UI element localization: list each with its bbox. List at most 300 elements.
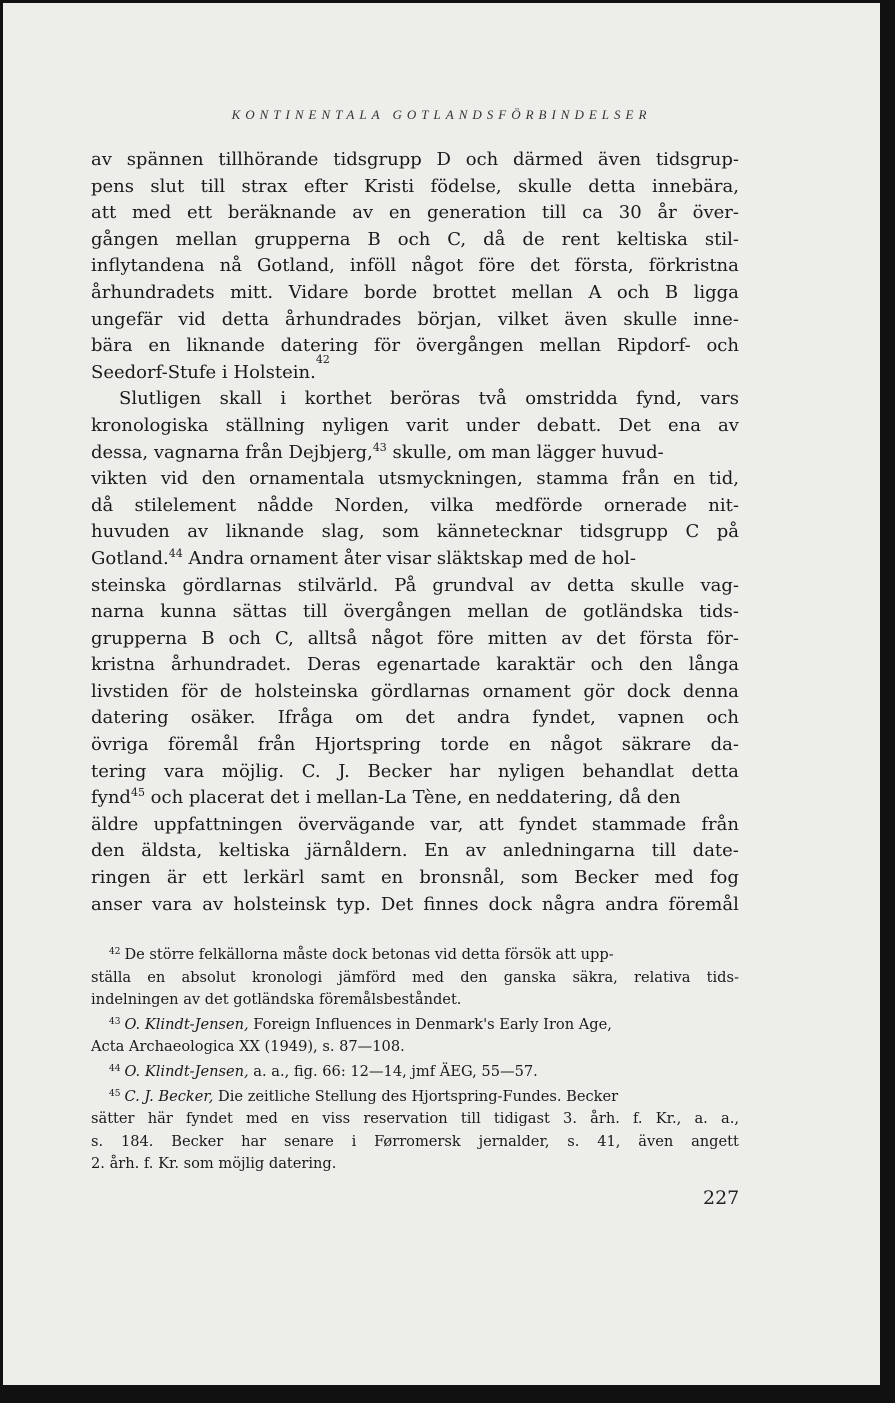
word: tering bbox=[91, 760, 147, 782]
word: år bbox=[657, 202, 677, 224]
word: tids- bbox=[699, 601, 739, 623]
text-line bbox=[91, 466, 739, 493]
word: om bbox=[355, 707, 384, 729]
word: kännetecknar bbox=[436, 521, 562, 543]
word: början, bbox=[417, 308, 482, 330]
word: av bbox=[465, 840, 487, 862]
footnote-author: O. Klindt-Jensen, bbox=[124, 1015, 249, 1033]
word: 30 bbox=[618, 202, 642, 224]
word: detta bbox=[221, 308, 270, 330]
word: de bbox=[219, 680, 243, 702]
word: de bbox=[544, 601, 568, 623]
word: som bbox=[521, 867, 559, 889]
footnote-line: Acta Archaeologica XX (1949), s. 87—108. bbox=[91, 1038, 405, 1056]
word: tillhörande bbox=[218, 149, 319, 170]
word: reservation bbox=[363, 1110, 448, 1128]
word: torde bbox=[440, 734, 490, 756]
word: spännen bbox=[126, 149, 204, 170]
text-line bbox=[91, 759, 739, 786]
word: inföll bbox=[349, 255, 397, 277]
word: C bbox=[685, 521, 700, 543]
word: skulle bbox=[623, 308, 678, 330]
running-head: KONTINENTALA GOTLANDSFÖRBINDELSER bbox=[231, 107, 652, 122]
word: och bbox=[706, 335, 739, 357]
page-number: 227 bbox=[703, 1187, 740, 1209]
word: föremål bbox=[668, 893, 739, 915]
word: Ifråga bbox=[277, 707, 334, 729]
word: Slutligen bbox=[119, 388, 202, 410]
text-line bbox=[91, 280, 739, 307]
text-line bbox=[91, 253, 739, 280]
word: till bbox=[651, 840, 677, 862]
word: 3. bbox=[563, 1110, 577, 1128]
word: liknande bbox=[225, 521, 305, 543]
footnote-line: indelningen av det gotländska föremålsbeståndet. bbox=[91, 991, 462, 1009]
text-span: och placerat det i mellan-La Tène, en neddatering, då den bbox=[144, 787, 681, 809]
footnote-line bbox=[91, 1108, 739, 1131]
word: detta bbox=[567, 574, 615, 596]
word: dock bbox=[626, 680, 671, 702]
word: bronsnål, bbox=[419, 867, 505, 889]
text-span: skulle, om man lägger huvud- bbox=[386, 441, 664, 463]
word: steinska bbox=[91, 574, 167, 596]
footnote-44 bbox=[91, 1061, 739, 1084]
text-span: Die zeitliche Stellung des Hjortspring-Fundes. Becker bbox=[213, 1087, 619, 1105]
word: A bbox=[588, 281, 602, 303]
word: mellan bbox=[539, 335, 602, 357]
word: första bbox=[639, 627, 693, 649]
word: äldsta, bbox=[141, 840, 203, 862]
word: Becker bbox=[171, 1132, 224, 1150]
word: första, bbox=[574, 255, 634, 277]
text-line bbox=[91, 333, 739, 360]
word: Gotland, bbox=[257, 255, 335, 277]
word: jernalder, bbox=[478, 1132, 550, 1150]
text-span bbox=[91, 785, 681, 812]
word: ungefär bbox=[91, 308, 163, 330]
word: i bbox=[351, 1132, 357, 1150]
word: Kristi bbox=[364, 175, 415, 197]
word: slut bbox=[150, 175, 185, 197]
word: vara bbox=[164, 760, 205, 782]
word: och bbox=[706, 707, 739, 729]
footnote-ref-42[interactable]: 42 bbox=[315, 352, 330, 366]
word: Kr., bbox=[655, 1110, 682, 1128]
text-span: Andra ornament åter visar släktskap med de hol- bbox=[182, 547, 636, 569]
word: några bbox=[541, 893, 596, 915]
word: Hjortspring bbox=[314, 734, 421, 756]
footnote-number: 45 bbox=[109, 1088, 121, 1099]
word: en bbox=[380, 867, 404, 889]
text-line bbox=[91, 732, 739, 759]
footnote-author: C. J. Becker, bbox=[124, 1087, 214, 1105]
word: på bbox=[716, 521, 739, 543]
text-line bbox=[91, 892, 739, 919]
word: skall bbox=[219, 388, 262, 410]
word: av bbox=[530, 574, 551, 596]
word: Becker bbox=[367, 760, 432, 782]
text-span: Seedorf-Stufe i Holstein. bbox=[91, 361, 316, 383]
word: det bbox=[596, 627, 626, 649]
word: På bbox=[394, 574, 417, 596]
word: även bbox=[564, 308, 608, 330]
word: angett bbox=[691, 1132, 739, 1150]
word: vapnen bbox=[618, 707, 685, 729]
word: anledningarna bbox=[502, 840, 636, 862]
word: s. bbox=[91, 1132, 104, 1150]
text-line bbox=[91, 812, 739, 839]
word: keltiska bbox=[218, 840, 290, 862]
word: säkra, bbox=[572, 968, 618, 986]
word: generation bbox=[426, 202, 527, 224]
word: date- bbox=[692, 840, 739, 862]
word: årh. bbox=[590, 1110, 620, 1128]
word: mellan bbox=[175, 228, 238, 250]
word: detta bbox=[691, 760, 739, 782]
word: då bbox=[91, 494, 114, 516]
word: och bbox=[465, 149, 499, 170]
word: huvuden bbox=[91, 521, 170, 543]
word: varit bbox=[406, 414, 449, 436]
word: holsteinsk bbox=[233, 893, 327, 915]
word: från bbox=[701, 813, 739, 835]
word: a. bbox=[694, 1110, 708, 1128]
footnote-line bbox=[91, 1061, 739, 1084]
text-line bbox=[91, 626, 739, 653]
word: med bbox=[246, 1110, 278, 1128]
word: efter bbox=[303, 175, 348, 197]
footnote-43 bbox=[91, 1014, 739, 1059]
word: vid bbox=[160, 468, 189, 490]
footnote-ref-45[interactable]: 45 bbox=[130, 786, 145, 800]
word: från bbox=[621, 468, 660, 490]
word: ornerade bbox=[603, 494, 688, 516]
word: övriga bbox=[91, 734, 149, 756]
word: med bbox=[131, 202, 172, 224]
word: ligga bbox=[693, 281, 739, 303]
text-line bbox=[91, 227, 739, 254]
word: skulle bbox=[517, 175, 572, 197]
word: vikten bbox=[91, 468, 148, 490]
word: den bbox=[201, 468, 236, 490]
word: J. bbox=[338, 760, 350, 782]
word: något bbox=[411, 255, 464, 277]
word: denna bbox=[682, 680, 739, 702]
word: mitten bbox=[487, 627, 548, 649]
word: Becker bbox=[574, 867, 639, 889]
word: över- bbox=[692, 202, 739, 224]
word: 41, bbox=[597, 1132, 621, 1150]
word: vars bbox=[700, 388, 739, 410]
word: säkrare bbox=[621, 734, 692, 756]
word: en bbox=[388, 202, 412, 224]
text-line bbox=[91, 386, 739, 413]
word: a., bbox=[721, 1110, 739, 1128]
word: fynd, bbox=[636, 388, 682, 410]
word: Deras bbox=[306, 654, 361, 676]
word: Ripdorf- bbox=[616, 335, 691, 357]
word: andra bbox=[605, 893, 659, 915]
word: och bbox=[616, 281, 650, 303]
word: ett bbox=[202, 867, 228, 889]
word: tid, bbox=[708, 468, 739, 490]
word: brottet bbox=[432, 281, 496, 303]
text-span bbox=[91, 546, 636, 573]
word: här bbox=[147, 1110, 173, 1128]
footnote-line bbox=[91, 1131, 739, 1154]
word: debatt. bbox=[536, 414, 602, 436]
word: till bbox=[541, 202, 567, 224]
word: samt bbox=[320, 867, 365, 889]
word: lerkärl bbox=[243, 867, 305, 889]
word: behandlat bbox=[582, 760, 674, 782]
word: mellan bbox=[467, 601, 529, 623]
word: vid bbox=[178, 308, 206, 330]
text-line bbox=[91, 785, 739, 812]
word: för- bbox=[706, 627, 739, 649]
text-span: a. a., fig. 66: 12—14, jmf ÄEG, 55—57. bbox=[248, 1062, 538, 1080]
word: stamma bbox=[536, 468, 609, 490]
word: mellan bbox=[511, 281, 573, 303]
word: förkristna bbox=[648, 255, 739, 277]
word: vilket bbox=[497, 308, 549, 330]
word: stilelement bbox=[134, 494, 237, 516]
footnote-ref-43[interactable]: 43 bbox=[372, 440, 387, 454]
text-span: Foreign Influences in Denmark's Early Iron Age, bbox=[248, 1015, 612, 1033]
word: järnåldern. bbox=[306, 840, 408, 862]
word: 184. bbox=[120, 1132, 154, 1150]
word: från bbox=[257, 734, 296, 756]
word: egenartade bbox=[376, 654, 481, 676]
word: Førromersk bbox=[374, 1132, 461, 1150]
word: till bbox=[200, 175, 226, 197]
word: då bbox=[483, 228, 506, 250]
word: Vidare bbox=[288, 281, 349, 303]
word: att bbox=[478, 813, 504, 835]
word: ställa bbox=[91, 968, 132, 986]
word: detta bbox=[588, 175, 636, 197]
word: födelse, bbox=[430, 175, 502, 197]
word: vara bbox=[151, 893, 193, 915]
word: liknande bbox=[186, 335, 265, 357]
word: är bbox=[166, 867, 187, 889]
text-span: fynd bbox=[91, 787, 131, 809]
word: uppfattningen bbox=[153, 813, 283, 835]
word: bära bbox=[91, 335, 133, 357]
word: skulle bbox=[630, 574, 685, 596]
word: inne- bbox=[693, 308, 739, 330]
word: tidsgrup- bbox=[655, 149, 739, 170]
word: även bbox=[638, 1132, 674, 1150]
word: datering bbox=[280, 335, 359, 357]
word: fyndet bbox=[518, 813, 577, 835]
footnotes bbox=[91, 944, 739, 1178]
word: med bbox=[654, 867, 694, 889]
word: föremål bbox=[168, 734, 239, 756]
word: gången bbox=[91, 228, 159, 250]
word: innebära, bbox=[652, 175, 739, 197]
word: absolut bbox=[181, 968, 236, 986]
word: ett bbox=[187, 202, 213, 224]
word: Det bbox=[380, 893, 414, 915]
word: typ. bbox=[336, 893, 371, 915]
word: stil- bbox=[704, 228, 739, 250]
word: B bbox=[201, 627, 215, 649]
word: fog bbox=[709, 867, 739, 889]
text-line bbox=[91, 147, 739, 174]
text-line bbox=[91, 440, 739, 467]
word: till bbox=[303, 601, 328, 623]
word: möjlig. bbox=[221, 760, 285, 782]
footnote-ref-44[interactable]: 44 bbox=[168, 546, 183, 560]
text-span bbox=[109, 1014, 612, 1037]
word: narna bbox=[91, 601, 145, 623]
word: alltså bbox=[307, 627, 358, 649]
word: D bbox=[436, 149, 451, 170]
word: gotländska bbox=[583, 601, 684, 623]
word: och bbox=[228, 627, 262, 649]
word: en bbox=[147, 968, 166, 986]
word: som bbox=[382, 521, 420, 543]
word: pens bbox=[91, 175, 135, 197]
text-line bbox=[91, 838, 739, 865]
word: f. bbox=[633, 1110, 643, 1128]
word: ornamentala bbox=[249, 468, 365, 490]
word: stammade bbox=[591, 813, 687, 835]
word: stilvärld. bbox=[297, 574, 379, 596]
text-line bbox=[91, 865, 739, 892]
text-line bbox=[91, 652, 739, 679]
word: nådde bbox=[257, 494, 314, 516]
word: århundradet. bbox=[170, 654, 292, 676]
word: C, bbox=[447, 228, 467, 250]
word: utsmyckningen, bbox=[378, 468, 523, 490]
footnote-line: 2. årh. f. Kr. som möjlig datering. bbox=[91, 1155, 337, 1173]
word: det bbox=[405, 707, 435, 729]
word: nyligen bbox=[497, 760, 565, 782]
word: den bbox=[638, 654, 673, 676]
word: borde bbox=[364, 281, 418, 303]
word: C, bbox=[274, 627, 294, 649]
word: anser bbox=[91, 893, 142, 915]
word: att bbox=[91, 202, 117, 224]
word: av bbox=[202, 893, 224, 915]
word: finnes bbox=[423, 893, 479, 915]
word: keltiska bbox=[616, 228, 688, 250]
word: något bbox=[550, 734, 603, 756]
word: övergången bbox=[343, 601, 452, 623]
word: århundrades bbox=[285, 308, 402, 330]
footnote-line bbox=[91, 967, 739, 990]
footnote-line bbox=[91, 944, 739, 967]
word: B bbox=[367, 228, 381, 250]
text-line bbox=[91, 200, 739, 227]
word: och bbox=[397, 228, 431, 250]
word: tidigast bbox=[493, 1110, 550, 1128]
word: av bbox=[91, 149, 112, 170]
text-line bbox=[91, 679, 739, 706]
text-span: De större felkällorna måste dock betonas vid detta försök att upp- bbox=[124, 946, 614, 963]
word: nit- bbox=[708, 494, 739, 516]
word: övergången bbox=[415, 335, 524, 357]
text-line bbox=[91, 546, 739, 573]
text-span bbox=[109, 1086, 618, 1109]
word: En bbox=[424, 840, 449, 862]
word: dock bbox=[488, 893, 532, 915]
word: ca bbox=[582, 202, 604, 224]
word: därmed bbox=[513, 149, 584, 170]
word: av bbox=[718, 414, 739, 436]
word: övervägande bbox=[297, 813, 415, 835]
word: inflytandena bbox=[91, 255, 205, 277]
word: beröras bbox=[390, 388, 461, 410]
word: ringen bbox=[91, 867, 151, 889]
word: strax bbox=[241, 175, 288, 197]
word: rent bbox=[561, 228, 600, 250]
word: vag- bbox=[700, 574, 739, 596]
word: grupperna bbox=[91, 627, 188, 649]
word: av bbox=[352, 202, 374, 224]
word: kunna bbox=[160, 601, 217, 623]
word: har bbox=[241, 1132, 267, 1150]
text-span: Gotland. bbox=[91, 547, 169, 569]
word: nå bbox=[219, 255, 242, 277]
word: till bbox=[460, 1110, 481, 1128]
word: holsteinska bbox=[254, 680, 359, 702]
word: osäker. bbox=[190, 707, 256, 729]
word: en bbox=[508, 734, 531, 756]
footnote-42 bbox=[91, 944, 739, 1012]
word: ganska bbox=[503, 968, 557, 986]
word: av bbox=[561, 627, 583, 649]
word: kronologi bbox=[251, 968, 323, 986]
text-line bbox=[91, 493, 739, 520]
word: tids- bbox=[706, 968, 739, 986]
word: gör bbox=[583, 680, 615, 702]
word: för bbox=[373, 335, 401, 357]
word: s. bbox=[567, 1132, 580, 1150]
word: ornament bbox=[482, 680, 571, 702]
book-page bbox=[3, 3, 880, 1385]
word: långa bbox=[688, 654, 739, 676]
word: tidsgrupp bbox=[333, 149, 422, 170]
word: med bbox=[412, 968, 444, 986]
word: även bbox=[597, 149, 642, 170]
word: vilka bbox=[430, 494, 474, 516]
text-line bbox=[91, 413, 739, 440]
word: jämförd bbox=[338, 968, 396, 986]
word: och bbox=[590, 654, 624, 676]
word: i bbox=[280, 388, 287, 410]
word: senare bbox=[283, 1132, 334, 1150]
text-span bbox=[109, 944, 614, 967]
word: äldre bbox=[91, 813, 139, 835]
text-line bbox=[91, 174, 739, 201]
word: B bbox=[664, 281, 679, 303]
word: sätter bbox=[91, 1110, 135, 1128]
word: en bbox=[291, 1110, 310, 1128]
word: Norden, bbox=[334, 494, 410, 516]
text-span bbox=[109, 1061, 538, 1084]
word: ställning bbox=[225, 414, 305, 436]
footnote-line bbox=[91, 1014, 739, 1037]
word: de bbox=[522, 228, 545, 250]
footnote-number: 42 bbox=[109, 947, 121, 957]
word: för bbox=[181, 680, 208, 702]
text-line bbox=[91, 352, 739, 387]
word: var, bbox=[430, 813, 464, 835]
word: livstiden bbox=[91, 680, 169, 702]
